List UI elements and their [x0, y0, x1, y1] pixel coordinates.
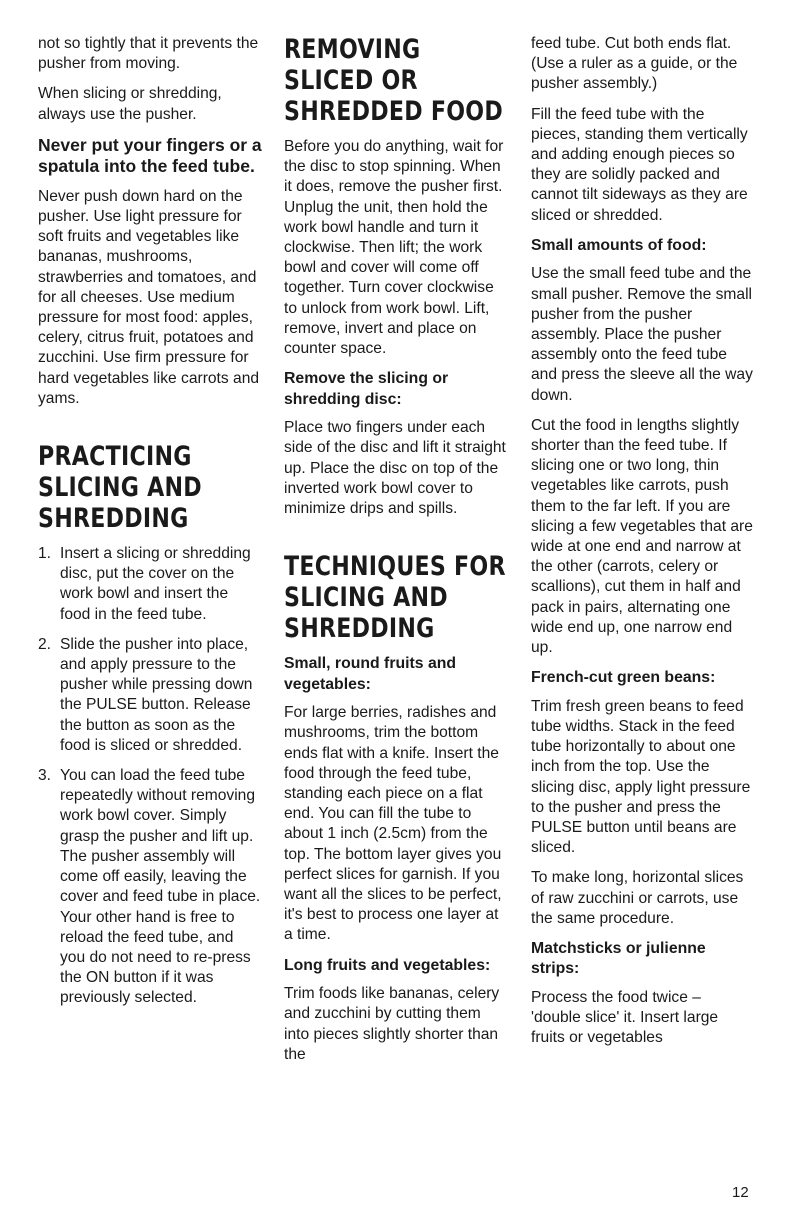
- section-heading-removing: REMOVING SLICED OR SHREDDED FOOD: [284, 34, 503, 127]
- safety-warning: Never put your fingers or a spatula into the feed tube.: [38, 134, 262, 176]
- step-number: 1.: [38, 545, 52, 563]
- subheading: Small, round fruits and vegetables:: [284, 655, 457, 693]
- subheading: Matchsticks or julienne strips:: [531, 939, 706, 978]
- subheading: Long fruits and vegetables:: [284, 956, 491, 974]
- subheading: French-cut green beans:: [531, 669, 716, 687]
- paragraph: Fill the feed tube with the pieces, standing them vertically and adding enough pieces so they are solidly packed and cannot tilt sideways as they are sliced or shredded.: [531, 105, 748, 224]
- paragraph: Cut the food in lengths slightly shorter than the feed tube. If slicing one or two long, thin vegetables like carrots, push them to the far left. If you are slicing a few vegetables that are wide at one end and narrow at the other (carrots, celery or scallions), cut them in half and pack in pairs, alternating one wide end up, one narrow end up.: [531, 416, 753, 656]
- column-left: [38, 34, 262, 1019]
- step-text: Insert a slicing or shredding disc, put the cover on the work bowl and insert the food in the feed tube.: [60, 545, 251, 623]
- paragraph: Place two fingers under each side of the disc and lift it straight up. Place the disc on top of the inverted work bowl cover to minimize drips and spills.: [284, 419, 506, 518]
- paragraph: feed tube. Cut both ends flat. (Use a ruler as a guide, or the pusher assembly.): [531, 35, 738, 93]
- column-right: [531, 34, 755, 1059]
- paragraph: not so tightly that it prevents the pusher from moving.: [38, 35, 259, 73]
- paragraph: Process the food twice – 'double slice' it. Insert large fruits or vegetables: [531, 988, 719, 1047]
- section-heading-practicing: PRACTICING SLICING AND SHREDDING: [38, 441, 202, 535]
- paragraph: Never push down hard on the pusher. Use light pressure for soft fruits and vegetables like bananas, mushrooms, strawberries and tomatoes, and for all cheeses. Use medium pressure for most food: apples, celery, citrus fruit, potatoes and zucchini. Use firm pressure for hard vegetables like carrots and yams.: [38, 187, 260, 407]
- page-number: 12: [732, 1184, 749, 1201]
- step-number: 3.: [38, 767, 52, 785]
- paragraph: Use the small feed tube and the small pusher. Remove the small pusher from the pusher assembly. Place the pusher assembly onto the feed tube and press the sleeve all the way down.: [531, 265, 753, 404]
- subheading: Small amounts of food:: [531, 236, 707, 254]
- step-number: 2.: [38, 635, 52, 653]
- list-item: [38, 635, 262, 756]
- paragraph: For large berries, radishes and mushrooms, trim the bottom ends flat with a knife. Insert the food through the feed tube, standing each piece on a flat end. You can fill the tube to about 1 inch (2.5cm) from the top. The bottom layer gives you perfect slices for garnish. If you want all the slices to be perfect, it's best to process one layer at a time.: [284, 704, 502, 944]
- paragraph: When slicing or shredding, always use the pusher.: [38, 85, 222, 123]
- list-item: [38, 766, 262, 1008]
- paragraph: Trim foods like bananas, celery and zucchini by cutting them into pieces slightly shorter than the: [284, 985, 500, 1063]
- section-heading-techniques: TECHNIQUES FOR SLICING AND SHREDDING: [284, 551, 506, 645]
- step-text: You can load the feed tube repeatedly without removing work bowl cover. Simply grasp the pusher and lift up. The pusher assembly will come off easily, leaving the cover and feed tube in place. Your other hand is free to reload the feed tube, and you do not need to re-press the ON button if it was previously selected.: [60, 767, 261, 1007]
- column-middle: [284, 34, 510, 1075]
- paragraph: Trim fresh green beans to feed tube widths. Stack in the feed tube horizontally to about one inch from the top. Use the slicing disc, apply light pressure to the pusher and press the PULSE button until beans are sliced.: [531, 697, 751, 857]
- paragraph: Before you do anything, wait for the disc to stop spinning. When it does, remove the pusher first. Unplug the unit, then hold the work bowl handle and turn it clockwise. Then lift; the work bowl and cover will come off together. Turn cover clockwise to unlock from work bowl. Lift, remove, invert and place on counter space.: [284, 138, 504, 358]
- step-text: Slide the pusher into place, and apply pressure to the pusher while pressing down the PULSE button. Release the button as soon as the food is sliced or shredded.: [60, 635, 253, 754]
- subheading: Remove the slicing or shredding disc:: [284, 370, 449, 408]
- list-item: [38, 544, 262, 625]
- steps-list: [38, 544, 262, 1008]
- paragraph: To make long, horizontal slices of raw zucchini or carrots, use the same procedure.: [531, 869, 744, 927]
